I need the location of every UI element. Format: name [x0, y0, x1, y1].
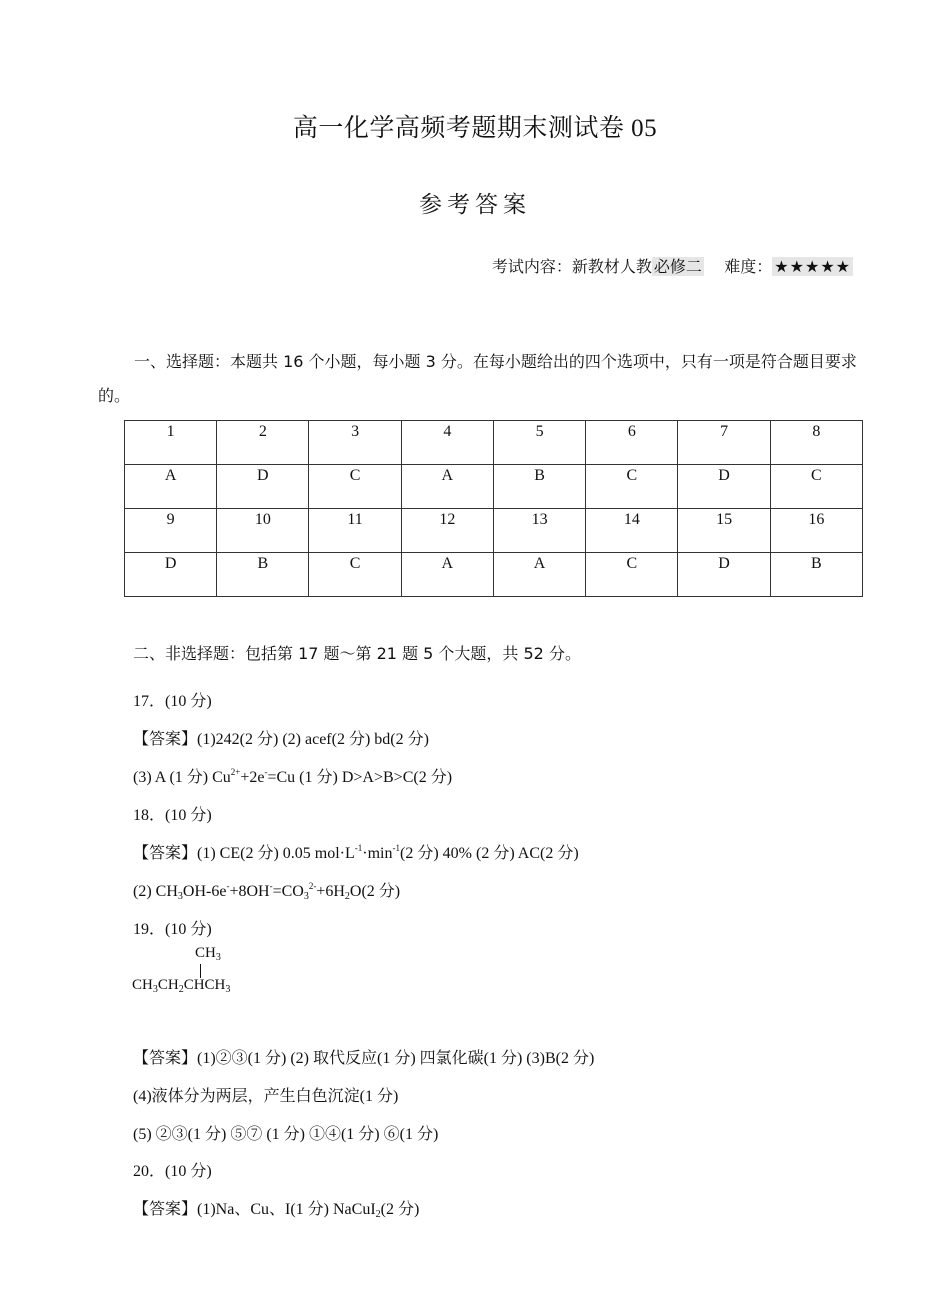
superscript: 2-: [308, 881, 317, 891]
answer-text: O(2 分): [349, 883, 401, 900]
answer-text: +8OH: [229, 883, 270, 900]
answer-text: (1)Na、Cu、I(1 分) NaCuI: [197, 1201, 376, 1218]
table-cell: 13: [493, 509, 585, 553]
subscript: 3: [152, 984, 158, 995]
answer-text: (1)242(2 分) (2) acef(2 分) bd(2 分): [197, 731, 429, 748]
table-cell: B: [770, 553, 862, 597]
superscript: -: [264, 767, 268, 777]
q18-answer-line-1: [133, 840, 579, 863]
answer-label: 【答案】: [133, 843, 198, 862]
answer-text: (3) A (1 分) Cu: [133, 769, 231, 786]
q18-answer-line-2: [133, 878, 400, 902]
structural-formula: [132, 945, 262, 1005]
answer-label: 【答案】: [133, 729, 198, 748]
answer-text: (1) CE(2 分) 0.05 mol·L: [197, 845, 355, 862]
q18-header: 18．(10 分): [133, 807, 212, 824]
answer-text: (1)②③(1 分) (2) 取代反应(1 分) 四氯化碳(1 分) (3)B(2 分): [197, 1050, 595, 1067]
table-cell: 3: [309, 421, 401, 465]
page-title: 高一化学高频考题期末测试卷 05: [292, 115, 658, 142]
table-cell: 8: [770, 421, 862, 465]
superscript: -1: [392, 843, 400, 853]
answer-text: ·min: [362, 845, 393, 862]
table-cell: 7: [678, 421, 770, 465]
q17-header: 17．(10 分): [133, 693, 212, 710]
table-cell: A: [401, 465, 493, 509]
answer-label: 【答案】: [133, 1199, 198, 1218]
content-label: 考试内容：新教材人教: [491, 257, 652, 276]
table-cell: D: [678, 465, 770, 509]
q20-answer-line-1: [133, 1196, 419, 1220]
formula-text: CH: [195, 945, 216, 961]
table-cell: 16: [770, 509, 862, 553]
subscript: 3: [225, 984, 231, 995]
table-row: [125, 421, 863, 465]
table-cell: D: [217, 465, 309, 509]
difficulty-label: 难度：: [724, 257, 773, 276]
bond-line: [200, 964, 201, 978]
table-cell: A: [493, 553, 585, 597]
table-cell: D: [678, 553, 770, 597]
table-cell: D: [125, 553, 217, 597]
answer-text: =CO: [272, 883, 304, 900]
table-row: [125, 465, 863, 509]
q19-header: 19．(10 分): [133, 921, 212, 938]
formula-text: CH: [132, 977, 153, 993]
answer-text: (2) CH: [133, 883, 178, 900]
table-cell: 5: [493, 421, 585, 465]
formula-text: CHCH: [183, 977, 226, 993]
formula-text: CH: [157, 977, 179, 993]
superscript: -: [269, 881, 273, 891]
superscript: 2+: [230, 767, 241, 777]
content-highlight: 必修二: [653, 257, 702, 276]
subscript: 2: [344, 891, 350, 902]
q17-answer-line-1: [133, 726, 429, 749]
main-chain: [132, 977, 230, 995]
table-cell: 11: [309, 509, 401, 553]
answer-text: OH-6e: [182, 883, 227, 900]
q19-answer-line-3: (5) ②③(1 分) ⑤⑦ (1 分) ①④(1 分) ⑥(1 分): [133, 1126, 439, 1143]
table-cell: C: [586, 553, 678, 597]
q19-answer-line-1: [133, 1045, 594, 1068]
exam-meta: [492, 254, 853, 277]
answer-text: +2e: [240, 769, 265, 786]
table-row: [125, 553, 863, 597]
answer-text: +6H: [316, 883, 345, 900]
q20-header: 20．(10 分): [133, 1163, 212, 1180]
difficulty-stars: ★★★★★: [774, 257, 851, 276]
superscript: -1: [354, 843, 363, 853]
q17-answer-line-2: [133, 764, 452, 787]
table-cell: 4: [401, 421, 493, 465]
table-cell: 12: [401, 509, 493, 553]
table-cell: A: [125, 465, 217, 509]
answer-text: (2 分) 40% (2 分) AC(2 分): [400, 845, 579, 862]
subscript: 3: [215, 952, 221, 963]
methyl-branch: [195, 945, 221, 963]
section2-heading: 二、非选择题：包括第 17 题～第 21 题 5 个大题，共 52 分。: [133, 644, 581, 663]
table-cell: 10: [217, 509, 309, 553]
answer-text: =Cu (1 分) D>A>B>C(2 分): [267, 769, 453, 786]
answer-text: (2 分): [380, 1201, 420, 1218]
table-cell: B: [493, 465, 585, 509]
superscript: -: [226, 881, 230, 891]
q19-answer-line-2: (4)液体分为两层，产生白色沉淀(1 分): [133, 1088, 399, 1105]
table-row: [125, 509, 863, 553]
table-cell: 9: [125, 509, 217, 553]
table-cell: A: [401, 553, 493, 597]
subscript: 3: [303, 891, 309, 902]
table-cell: 15: [678, 509, 770, 553]
table-cell: C: [586, 465, 678, 509]
table-cell: 6: [586, 421, 678, 465]
answer-label: 【答案】: [133, 1048, 198, 1067]
table-cell: C: [770, 465, 862, 509]
table-cell: 2: [217, 421, 309, 465]
answer-table: [124, 420, 863, 597]
table-cell: 14: [586, 509, 678, 553]
table-cell: C: [309, 553, 401, 597]
page-subtitle: 参考答案: [419, 192, 531, 217]
subscript: 3: [177, 891, 183, 902]
table-cell: B: [217, 553, 309, 597]
section1-heading: 一、选择题：本题共 16 个小题，每小题 3 分。在每小题给出的四个选项中，只有一项是符合题目要求的。: [98, 352, 857, 405]
subscript: 2: [178, 984, 184, 995]
table-cell: C: [309, 465, 401, 509]
subscript: 2: [375, 1209, 381, 1220]
table-cell: 1: [125, 421, 217, 465]
